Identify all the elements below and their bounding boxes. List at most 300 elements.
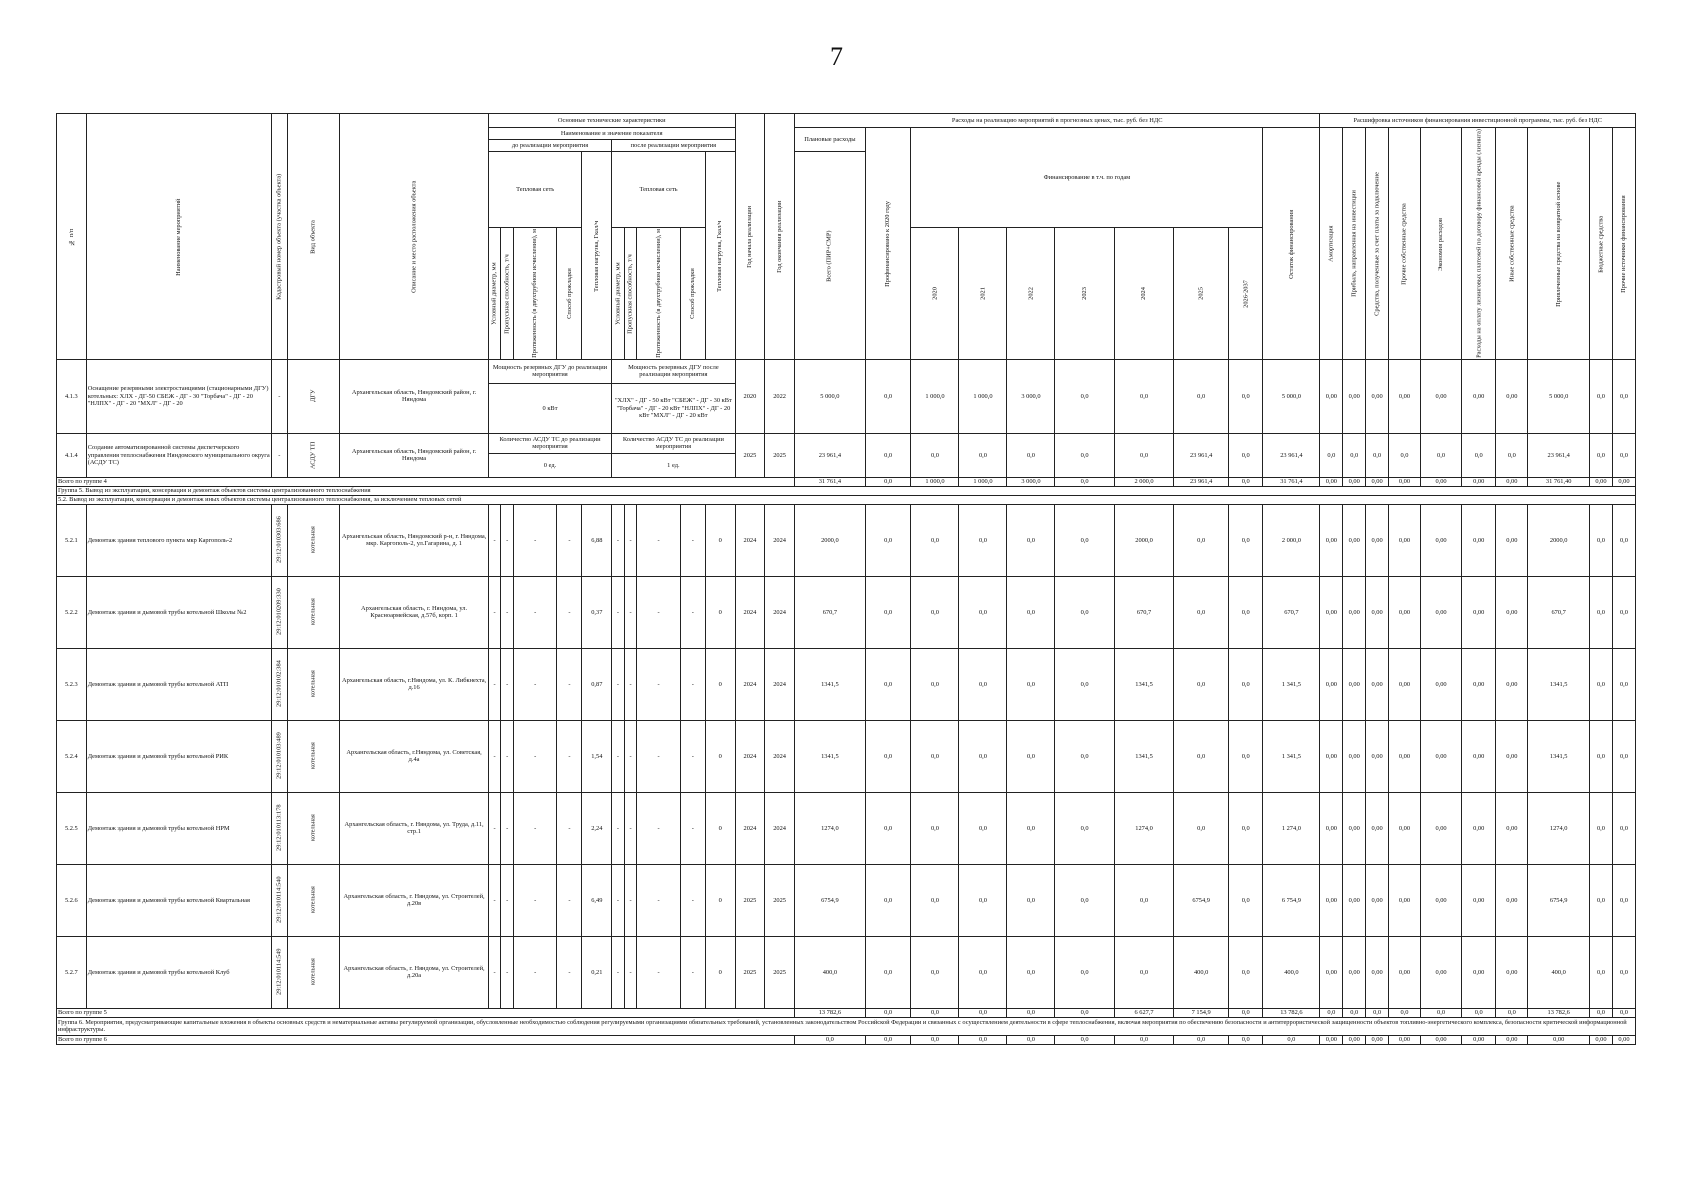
- prefinanced-cell: 0,0: [865, 792, 911, 864]
- source-col-2: Средства, полученные за счет платы за подключение: [1366, 128, 1389, 360]
- row-name: Демонтаж здания и дымовой трубы котельной АТП: [86, 648, 271, 720]
- row-location: Архангельская область, г.Няндома, ул. Советская, д.4а: [340, 720, 489, 792]
- source-cell: 0,00: [1612, 477, 1635, 486]
- col-total: Всего (ПИР+СМР): [794, 152, 865, 360]
- dash-cell: -: [488, 504, 501, 576]
- dash-cell: -: [488, 648, 501, 720]
- year-cell: 0,0: [959, 720, 1007, 792]
- year-cell: 0,0: [1174, 359, 1229, 433]
- year-col-4: 2024: [1114, 228, 1173, 360]
- source-cell: 2000,0: [1528, 504, 1590, 576]
- load-after-cell: 0: [705, 504, 735, 576]
- source-cell: 0,0: [1590, 504, 1613, 576]
- source-col-7: Привлеченные средства на возвратной основе: [1528, 128, 1590, 360]
- financing-header: Финансирование в т.ч. по годам: [911, 128, 1263, 228]
- source-cell: 0,00: [1388, 1035, 1420, 1044]
- row-num: 5.2.5: [57, 792, 87, 864]
- year-cell: 400,0: [1174, 936, 1229, 1008]
- year-start-cell: 2024: [735, 792, 765, 864]
- dash-cell: -: [513, 720, 556, 792]
- year-cell: 0,0: [1229, 1035, 1263, 1044]
- source-cell: 0,00: [1320, 936, 1343, 1008]
- source-cell: 1341,5: [1528, 648, 1590, 720]
- tech-subheader: Наименование и значение показателя: [488, 128, 735, 140]
- load-before-cell: 2,24: [582, 792, 612, 864]
- tech-col-6: Пропускная способность, т/ч: [624, 228, 637, 360]
- year-cell: 0,0: [1055, 477, 1114, 486]
- year-cell: 0,0: [1007, 433, 1055, 477]
- source-cell: 0,00: [1388, 576, 1420, 648]
- year-cell: 0,0: [1174, 1035, 1229, 1044]
- source-cell: 400,0: [1528, 936, 1590, 1008]
- source-cell: 0,00: [1388, 648, 1420, 720]
- col-load-before: Тепловая нагрузка, Гкал/ч: [582, 152, 612, 360]
- load-after-cell: 0: [705, 936, 735, 1008]
- year-cell: 1 000,0: [911, 477, 959, 486]
- year-cell: 6 627,7: [1114, 1008, 1173, 1017]
- year-cell: 0,0: [1007, 792, 1055, 864]
- row-num: 4.1.4: [57, 433, 87, 477]
- year-cell: 0,0: [1174, 576, 1229, 648]
- source-cell: 0,0: [1590, 936, 1613, 1008]
- prefinanced-cell: 0,0: [865, 359, 911, 433]
- year-cell: 0,0: [959, 576, 1007, 648]
- col-remaining: Остаток финансирования: [1263, 128, 1320, 360]
- year-cell: 0,0: [1229, 648, 1263, 720]
- dash-cell: -: [637, 576, 680, 648]
- dash-cell: -: [501, 576, 514, 648]
- source-cell: 0,00: [1420, 648, 1461, 720]
- dash-cell: -: [637, 720, 680, 792]
- source-cell: 0,0: [1320, 433, 1343, 477]
- source-cell: 0,00: [1462, 477, 1496, 486]
- after-label: Мощность резервных ДГУ после реализации мероприятия: [612, 359, 735, 383]
- year-end-cell: 2025: [765, 433, 795, 477]
- dash-cell: -: [637, 864, 680, 936]
- tech-col-2: Протяженность (в двухтрубном исчислении), м: [513, 228, 556, 360]
- year-cell: 0,0: [1114, 433, 1173, 477]
- year-cell: 2 000,0: [1114, 477, 1173, 486]
- dash-cell: -: [624, 936, 637, 1008]
- col-num: № п/п: [57, 114, 87, 360]
- source-cell: 0,00: [1420, 504, 1461, 576]
- load-after-cell: 0: [705, 792, 735, 864]
- year-cell: 0,0: [1229, 359, 1263, 433]
- source-cell: 0,00: [1388, 477, 1420, 486]
- source-cell: 13 782,6: [1528, 1008, 1590, 1017]
- after-value: "ХЛХ" - ДГ - 50 кВт "СБЕЖ" - ДГ - 30 кВт "Торбача" - ДГ - 20 кВт "НЛПХ" - ДГ - 20 кВт "МХЛ" - ДГ - 20 кВт: [612, 383, 735, 433]
- dash-cell: -: [637, 648, 680, 720]
- dash-cell: -: [624, 864, 637, 936]
- year-cell: 0,0: [1055, 504, 1114, 576]
- year-cell: 0,0: [911, 576, 959, 648]
- dash-cell: -: [680, 504, 705, 576]
- year-cell: 0,0: [1174, 720, 1229, 792]
- year-end-cell: 2024: [765, 504, 795, 576]
- source-cell: 0,00: [1462, 792, 1496, 864]
- total-cell: 1341,5: [794, 648, 865, 720]
- source-cell: 0,00: [1343, 576, 1366, 648]
- source-cell: 5 000,0: [1528, 359, 1590, 433]
- source-cell: 0,00: [1496, 720, 1528, 792]
- year-cell: 0,0: [1055, 433, 1114, 477]
- source-cell: 0,0: [1612, 936, 1635, 1008]
- row-cadastral: -: [271, 433, 287, 477]
- year-cell: 1 000,0: [959, 359, 1007, 433]
- dash-cell: -: [680, 936, 705, 1008]
- tech-col-0: Условный диаметр, мм: [488, 228, 501, 360]
- source-cell: 0,0: [1590, 648, 1613, 720]
- dash-cell: -: [637, 792, 680, 864]
- remaining-cell: 1 341,5: [1263, 648, 1320, 720]
- tech-col-3: Способ прокладки: [557, 228, 582, 360]
- table-row: [57, 720, 1636, 792]
- group-total-label: Всего по группе 4: [57, 477, 795, 486]
- year-cell: 2000,0: [1114, 504, 1173, 576]
- source-cell: 0,00: [1366, 792, 1389, 864]
- year-start-cell: 2025: [735, 936, 765, 1008]
- source-cell: 0,0: [1590, 576, 1613, 648]
- source-cell: 0,00: [1420, 1035, 1461, 1044]
- total-cell: 6754,9: [794, 864, 865, 936]
- prefinanced-cell: 0,0: [865, 477, 911, 486]
- source-cell: 0,00: [1388, 936, 1420, 1008]
- source-cell: 0,0: [1462, 1008, 1496, 1017]
- source-cell: 0,0: [1462, 433, 1496, 477]
- year-cell: 0,0: [1055, 720, 1114, 792]
- source-cell: 0,00: [1366, 936, 1389, 1008]
- year-cell: 0,0: [1055, 1008, 1114, 1017]
- source-cell: 23 961,4: [1528, 433, 1590, 477]
- table-row: [57, 792, 1636, 864]
- year-cell: 0,0: [959, 1008, 1007, 1017]
- prefinanced-cell: 0,0: [865, 720, 911, 792]
- load-after-cell: 0: [705, 720, 735, 792]
- source-cell: 0,00: [1320, 648, 1343, 720]
- row-num: 5.2.6: [57, 864, 87, 936]
- remaining-cell: 31 761,4: [1263, 477, 1320, 486]
- year-cell: 0,0: [959, 792, 1007, 864]
- prefinanced-cell: 0,0: [865, 576, 911, 648]
- year-cell: 0,0: [911, 720, 959, 792]
- source-cell: 0,00: [1320, 576, 1343, 648]
- source-cell: 1274,0: [1528, 792, 1590, 864]
- year-cell: 670,7: [1114, 576, 1173, 648]
- row-name: Демонтаж здания и дымовой трубы котельной Квартальная: [86, 864, 271, 936]
- prefinanced-cell: 0,0: [865, 504, 911, 576]
- row-type: АСДУ ТП: [287, 433, 340, 477]
- year-cell: 0,0: [1229, 936, 1263, 1008]
- group-total-label: Всего по группе 6: [57, 1035, 795, 1044]
- source-cell: 0,0: [1612, 864, 1635, 936]
- group-total-label: Всего по группе 5: [57, 1008, 795, 1017]
- before-value: 0 кВт: [488, 383, 611, 433]
- year-cell: 0,0: [1055, 864, 1114, 936]
- row-name: Демонтаж здания и дымовой трубы котельной Клуб: [86, 936, 271, 1008]
- year-start-cell: 2025: [735, 864, 765, 936]
- source-cell: 0,0: [1612, 576, 1635, 648]
- dash-cell: -: [513, 864, 556, 936]
- load-before-cell: 0,87: [582, 648, 612, 720]
- year-cell: 0,0: [1229, 504, 1263, 576]
- row-location: Архангельская область, Няндомский район, г. Няндома: [340, 433, 489, 477]
- source-cell: 0,00: [1320, 504, 1343, 576]
- remaining-cell: 400,0: [1263, 936, 1320, 1008]
- table-row: [57, 504, 1636, 576]
- row-name: Демонтаж здания теплового пункта мкр Каргополь-2: [86, 504, 271, 576]
- dash-cell: -: [680, 720, 705, 792]
- total-cell: 13 782,6: [794, 1008, 865, 1017]
- year-cell: 0,0: [1229, 576, 1263, 648]
- remaining-cell: 670,7: [1263, 576, 1320, 648]
- source-col-5: Расходы на оплату лизинговых платежей по договору финансовой аренды (лизинга): [1462, 128, 1496, 360]
- year-end-cell: 2024: [765, 648, 795, 720]
- investment-program-table: [56, 113, 1636, 1045]
- total-cell: 670,7: [794, 576, 865, 648]
- dash-cell: -: [557, 864, 582, 936]
- year-cell: 3 000,0: [1007, 359, 1055, 433]
- net-after: Тепловая сеть: [612, 152, 706, 228]
- after-header: после реализации мероприятия: [612, 140, 735, 152]
- group-52-title: 5.2. Вывод из эксплуатации, консервация и демонтаж иных объектов системы централизованного теплоснабжения, за исключением тепловых сетей: [57, 495, 1636, 504]
- row-type: ДГУ: [287, 359, 340, 433]
- group-title-row: [57, 1017, 1636, 1035]
- row-type: котельная: [287, 576, 340, 648]
- page-number: 7: [830, 42, 843, 71]
- source-cell: 0,0: [1590, 792, 1613, 864]
- net-before: Тепловая сеть: [488, 152, 582, 228]
- source-cell: 0,00: [1590, 1035, 1613, 1044]
- total-cell: 31 761,4: [794, 477, 865, 486]
- source-cell: 0,00: [1420, 792, 1461, 864]
- dash-cell: -: [501, 720, 514, 792]
- group-total-row: [57, 1035, 1636, 1044]
- source-cell: 0,00: [1462, 936, 1496, 1008]
- source-cell: 0,00: [1462, 576, 1496, 648]
- prefinanced-cell: 0,0: [865, 1035, 911, 1044]
- before-label: Мощность резервных ДГУ до реализации мероприятия: [488, 359, 611, 383]
- load-after-cell: 0: [705, 576, 735, 648]
- table-row: [57, 576, 1636, 648]
- year-cell: 0,0: [1055, 1035, 1114, 1044]
- row-location: Архангельская область, г. Няндома, ул. Строителей, д.20а: [340, 936, 489, 1008]
- source-cell: 0,00: [1343, 648, 1366, 720]
- source-cell: 0,00: [1496, 477, 1528, 486]
- year-col-2: 2022: [1007, 228, 1055, 360]
- year-cell: 0,0: [1007, 1008, 1055, 1017]
- load-before-cell: 6,49: [582, 864, 612, 936]
- tech-col-5: Условный диаметр, мм: [612, 228, 625, 360]
- source-cell: 0,00: [1343, 792, 1366, 864]
- year-cell: 0,0: [1055, 576, 1114, 648]
- year-start-cell: 2020: [735, 359, 765, 433]
- before-value: 0 ед.: [488, 453, 611, 477]
- row-type: котельная: [287, 792, 340, 864]
- col-type: Вид объекта: [287, 114, 340, 360]
- source-cell: 0,00: [1528, 1035, 1590, 1044]
- year-cell: 0,0: [1229, 1008, 1263, 1017]
- source-cell: 0,0: [1388, 433, 1420, 477]
- dash-cell: -: [624, 576, 637, 648]
- year-cell: 0,0: [1114, 1035, 1173, 1044]
- year-cell: 1341,5: [1114, 648, 1173, 720]
- dash-cell: -: [501, 864, 514, 936]
- year-col-0: 2020: [911, 228, 959, 360]
- remaining-cell: 1 274,0: [1263, 792, 1320, 864]
- year-cell: 0,0: [1007, 576, 1055, 648]
- row-num: 5.2.1: [57, 504, 87, 576]
- source-col-1: Прибыль, направленная на инвестиции: [1343, 128, 1366, 360]
- col-prefinanced: Профинансировано к 2020 году: [865, 128, 911, 360]
- source-cell: 0,00: [1388, 504, 1420, 576]
- source-cell: 0,00: [1462, 864, 1496, 936]
- dash-cell: -: [513, 792, 556, 864]
- source-cell: 0,00: [1462, 720, 1496, 792]
- row-location: Архангельская область, Няндомский район, г. Няндома: [340, 359, 489, 433]
- row-cadastral: 29:12:010303:686: [271, 504, 287, 576]
- source-cell: 0,0: [1388, 1008, 1420, 1017]
- sources-header: Расшифровка источников финансирования инвестиционной программы, тыс. руб. без НДС: [1320, 114, 1636, 128]
- col-year-start: Год начала реализации: [735, 114, 765, 360]
- dash-cell: -: [680, 864, 705, 936]
- total-cell: 2000,0: [794, 504, 865, 576]
- source-cell: 0,00: [1320, 1035, 1343, 1044]
- source-cell: 0,0: [1612, 792, 1635, 864]
- source-cell: 0,0: [1590, 1008, 1613, 1017]
- source-cell: 0,0: [1590, 720, 1613, 792]
- after-label: Количество АСДУ ТС до реализации мероприятия: [612, 433, 735, 453]
- source-col-6: Иные собственные средства: [1496, 128, 1528, 360]
- source-cell: 0,00: [1320, 864, 1343, 936]
- source-cell: 0,00: [1388, 864, 1420, 936]
- dash-cell: -: [557, 720, 582, 792]
- source-cell: 0,0: [1590, 864, 1613, 936]
- load-after-cell: 0: [705, 648, 735, 720]
- tech-col-7: Протяженность (в двухтрубном исчислении), м: [637, 228, 680, 360]
- dash-cell: -: [624, 792, 637, 864]
- year-cell: 0,0: [911, 1035, 959, 1044]
- dash-cell: -: [513, 504, 556, 576]
- group-5-title: Группа 5. Вывод из эксплуатации, консервация и демонтаж объектов системы централизованного теплоснабжения: [57, 486, 1636, 495]
- source-cell: 0,00: [1420, 477, 1461, 486]
- dash-cell: -: [680, 648, 705, 720]
- row-cadastral: 29:12:010103:489: [271, 720, 287, 792]
- source-cell: 0,0: [1496, 1008, 1528, 1017]
- source-cell: 1341,5: [1528, 720, 1590, 792]
- row-name: Демонтаж здания и дымовой трубы котельной НРМ: [86, 792, 271, 864]
- table-body: [57, 114, 1636, 1045]
- tech-header: Основные технические характеристики: [488, 114, 735, 128]
- load-before-cell: 1,54: [582, 720, 612, 792]
- year-start-cell: 2025: [735, 433, 765, 477]
- source-cell: 0,00: [1366, 1035, 1389, 1044]
- row-num: 5.2.3: [57, 648, 87, 720]
- row-cadastral: 29:12:010113:178: [271, 792, 287, 864]
- group-total-row: [57, 477, 1636, 486]
- year-end-cell: 2025: [765, 936, 795, 1008]
- row-type: котельная: [287, 936, 340, 1008]
- year-cell: 1 000,0: [911, 359, 959, 433]
- source-col-9: Прочие источники финансирования: [1612, 128, 1635, 360]
- source-cell: 0,00: [1496, 576, 1528, 648]
- source-cell: 0,0: [1420, 433, 1461, 477]
- table-row: [57, 864, 1636, 936]
- row-num: 5.2.7: [57, 936, 87, 1008]
- source-col-0: Амортизация: [1320, 128, 1343, 360]
- year-end-cell: 2024: [765, 792, 795, 864]
- year-cell: 0,0: [1007, 648, 1055, 720]
- year-cell: 0,0: [1007, 720, 1055, 792]
- row-location: Архангельская область, г. Няндома, ул. Труда, д.11, стр.1: [340, 792, 489, 864]
- dash-cell: -: [501, 504, 514, 576]
- source-cell: 0,00: [1343, 720, 1366, 792]
- source-cell: 0,00: [1320, 792, 1343, 864]
- col-name: Наименование мероприятий: [86, 114, 271, 360]
- row-cadastral: 29:12:010209:330: [271, 576, 287, 648]
- row-type: котельная: [287, 504, 340, 576]
- year-cell: 0,0: [1229, 720, 1263, 792]
- remaining-cell: 6 754,9: [1263, 864, 1320, 936]
- source-cell: 0,0: [1590, 433, 1613, 477]
- total-cell: 0,0: [794, 1035, 865, 1044]
- row-cadastral: 29:12:010114:540: [271, 864, 287, 936]
- total-cell: 23 961,4: [794, 433, 865, 477]
- group-title-row: [57, 486, 1636, 495]
- dash-cell: -: [557, 504, 582, 576]
- source-cell: 0,00: [1343, 359, 1366, 433]
- year-start-cell: 2024: [735, 504, 765, 576]
- year-cell: 23 961,4: [1174, 477, 1229, 486]
- total-cell: 1274,0: [794, 792, 865, 864]
- source-cell: 31 761,40: [1528, 477, 1590, 486]
- dash-cell: -: [637, 936, 680, 1008]
- source-cell: 0,00: [1388, 792, 1420, 864]
- dash-cell: -: [513, 648, 556, 720]
- dash-cell: -: [488, 792, 501, 864]
- source-cell: 0,0: [1343, 433, 1366, 477]
- year-cell: 0,0: [1174, 504, 1229, 576]
- year-cell: 0,0: [1229, 792, 1263, 864]
- dash-cell: -: [557, 648, 582, 720]
- dash-cell: -: [488, 720, 501, 792]
- source-cell: 0,00: [1343, 1035, 1366, 1044]
- before-label: Количество АСДУ ТС до реализации мероприятия: [488, 433, 611, 453]
- col-load-after: Тепловая нагрузка, Гкал/ч: [705, 152, 735, 360]
- source-cell: 0,00: [1366, 648, 1389, 720]
- source-col-8: Бюджетные средства: [1590, 128, 1613, 360]
- year-cell: 0,0: [1229, 477, 1263, 486]
- source-cell: 0,00: [1420, 359, 1461, 433]
- row-cadastral: -: [271, 359, 287, 433]
- year-cell: 3 000,0: [1007, 477, 1055, 486]
- source-cell: 0,00: [1366, 477, 1389, 486]
- year-cell: 0,0: [959, 1035, 1007, 1044]
- dash-cell: -: [612, 648, 625, 720]
- after-value: 1 ед.: [612, 453, 735, 477]
- source-cell: 670,7: [1528, 576, 1590, 648]
- dash-cell: -: [488, 576, 501, 648]
- year-cell: 0,0: [959, 936, 1007, 1008]
- source-cell: 0,00: [1388, 720, 1420, 792]
- year-cell: 0,0: [1114, 936, 1173, 1008]
- source-cell: 0,00: [1420, 576, 1461, 648]
- dash-cell: -: [612, 792, 625, 864]
- source-cell: 0,00: [1366, 864, 1389, 936]
- dash-cell: -: [557, 936, 582, 1008]
- dash-cell: -: [612, 936, 625, 1008]
- source-cell: 0,00: [1496, 359, 1528, 433]
- row-cadastral: 29:12:010102:384: [271, 648, 287, 720]
